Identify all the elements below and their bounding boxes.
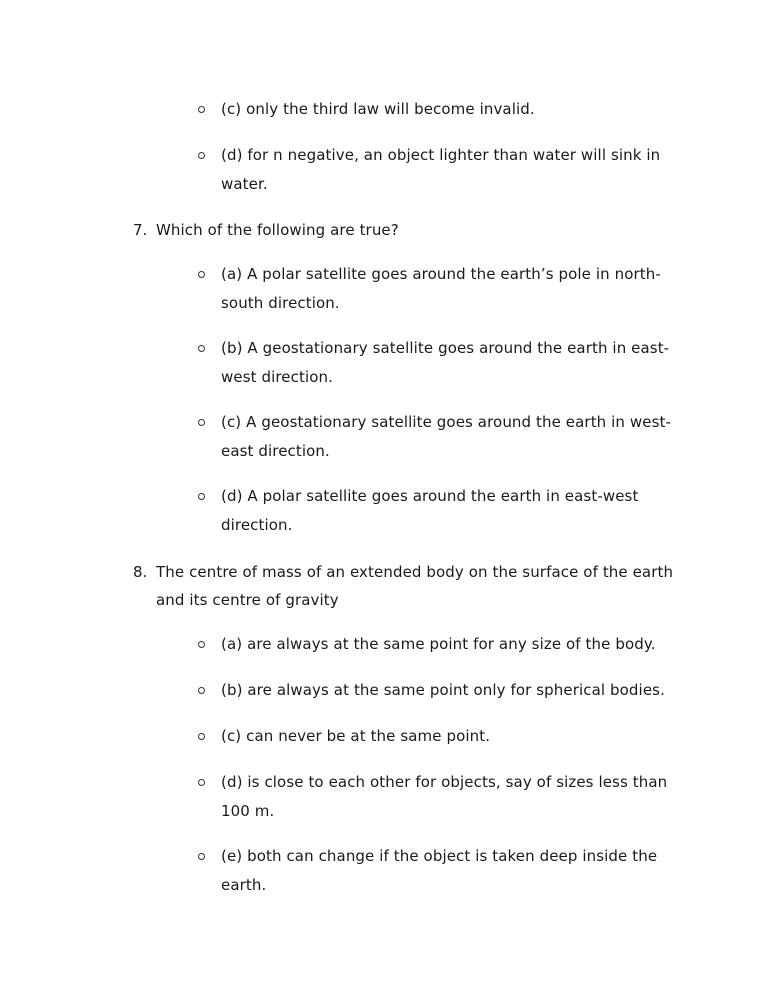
option-text: (a) A polar satellite goes around the earth’s pole in north- <box>221 265 661 283</box>
question-number: 7. <box>133 221 148 239</box>
bullet-icon <box>198 641 205 648</box>
option-text: west direction. <box>221 368 333 386</box>
bullet-icon <box>198 271 205 278</box>
option-text: (c) only the third law will become invalid. <box>221 100 535 118</box>
bullet-icon <box>198 419 205 426</box>
bullet-icon <box>198 779 205 786</box>
bullet-icon <box>198 853 205 860</box>
bullet-icon <box>198 733 205 740</box>
option-text: (d) is close to each other for objects, say of sizes less than <box>221 773 668 791</box>
bullet-icon <box>198 687 205 694</box>
option-text: (b) A geostationary satellite goes around the earth in east- <box>221 339 670 357</box>
option-text: (d) for n negative, an object lighter than water will sink in <box>221 146 661 164</box>
option-text: (a) are always at the same point for any size of the body. <box>221 635 656 653</box>
option-text: south direction. <box>221 294 340 312</box>
bullet-icon <box>198 493 205 500</box>
option-text: (b) are always at the same point only for spherical bodies. <box>221 681 665 699</box>
option-text: (d) A polar satellite goes around the earth in east-west <box>221 487 639 505</box>
question-text: and its centre of gravity <box>156 591 339 609</box>
bullet-icon <box>198 345 205 352</box>
option-text: (c) can never be at the same point. <box>221 727 491 745</box>
option-text: water. <box>221 175 268 193</box>
bullet-icon <box>198 106 205 113</box>
option-text: east direction. <box>221 442 330 460</box>
question-number: 8. <box>133 563 148 581</box>
question-text: Which of the following are true? <box>156 221 399 239</box>
bullet-icon <box>198 152 205 159</box>
option-text: (e) both can change if the object is taken deep inside the <box>221 847 658 865</box>
option-text: 100 m. <box>221 802 275 820</box>
option-text: earth. <box>221 876 267 894</box>
option-text: direction. <box>221 516 293 534</box>
option-text: (c) A geostationary satellite goes around the earth in west- <box>221 413 671 431</box>
question-text: The centre of mass of an extended body on the surface of the earth <box>156 563 674 581</box>
